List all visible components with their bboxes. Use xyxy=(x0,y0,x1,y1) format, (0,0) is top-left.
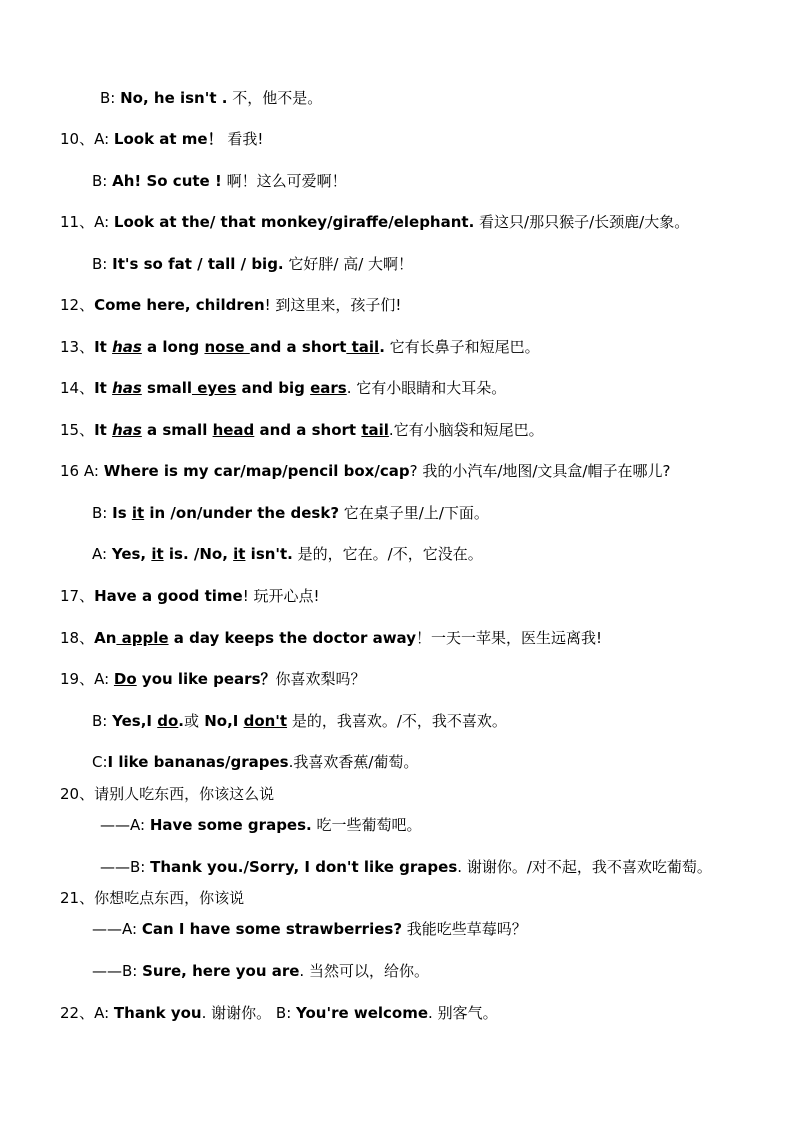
text-segment: Look at the/ that monkey/giraffe/elephant. xyxy=(113,213,475,231)
text-segment: do xyxy=(157,712,179,730)
text-segment: you like pears？ xyxy=(136,670,276,688)
text-segment: it xyxy=(233,545,246,563)
text-line xyxy=(60,129,263,149)
text-segment: tail xyxy=(346,338,380,356)
text-segment: 15、 xyxy=(60,421,95,439)
text-segment: Ah! So cute ! xyxy=(112,172,222,190)
text-segment: B: xyxy=(92,255,113,273)
text-segment: ——A: xyxy=(92,920,142,938)
text-segment: 我能吃些草莓吗？ xyxy=(402,920,527,938)
text-segment: B: xyxy=(92,504,113,522)
text-segment: small xyxy=(141,379,192,397)
text-segment: 11、A: xyxy=(60,213,114,231)
text-segment: . 它有小眼睛和大耳朵。 xyxy=(346,379,507,397)
text-segment: 它在桌子里/上/下面。 xyxy=(339,504,489,522)
text-line xyxy=(60,295,401,315)
text-segment: don't xyxy=(243,712,288,730)
text-segment: ears xyxy=(310,379,347,397)
text-segment: and big xyxy=(236,379,311,397)
text-segment: 或 xyxy=(183,712,199,730)
text-segment: head xyxy=(212,421,255,439)
text-line xyxy=(60,420,544,440)
text-segment: 12、 xyxy=(60,296,95,314)
text-segment: . xyxy=(178,712,184,730)
text-segment: It xyxy=(94,338,113,356)
text-segment: 啊！这么可爱啊！ xyxy=(221,172,347,190)
text-segment: 17、 xyxy=(60,587,95,605)
text-line xyxy=(60,888,244,908)
text-segment: C: xyxy=(92,753,108,771)
text-line xyxy=(92,752,418,772)
text-segment: Thank you./Sorry, I don't like grapes xyxy=(150,858,458,876)
text-segment: ——B: xyxy=(100,858,151,876)
text-segment: Yes,I xyxy=(112,712,158,730)
text-segment: 18、 xyxy=(60,629,95,647)
text-segment: You're welcome xyxy=(296,1004,429,1022)
text-segment: isn't. xyxy=(245,545,293,563)
text-line xyxy=(60,628,602,648)
text-line xyxy=(60,461,670,481)
text-segment: Where is my car/map/pencil box/cap xyxy=(103,462,410,480)
text-segment: in /on/under the desk? xyxy=(144,504,340,522)
text-segment: ——A: xyxy=(100,816,150,834)
text-segment: 看这只/那只猴子/长颈鹿/大象。 xyxy=(474,213,690,231)
text-segment: It xyxy=(94,421,113,439)
text-segment: is. /No, xyxy=(163,545,234,563)
text-line xyxy=(100,815,422,835)
text-segment: 不，他不是。 xyxy=(227,89,323,107)
text-segment: . 当然可以，给你。 xyxy=(299,962,429,980)
text-segment: a small xyxy=(141,421,213,439)
text-segment: 13、 xyxy=(60,338,95,356)
text-segment: ! 到这里来，孩子们! xyxy=(264,296,402,314)
text-segment: Yes, xyxy=(111,545,152,563)
text-segment: 14、 xyxy=(60,379,95,397)
text-segment: 20、请别人吃东西，你该这么说 xyxy=(60,785,275,803)
text-segment: Do xyxy=(113,670,137,688)
text-segment: tail xyxy=(361,421,389,439)
text-segment: I like bananas/grapes xyxy=(107,753,289,771)
text-segment: 看我! xyxy=(222,130,264,148)
text-segment: .它有小脑袋和短尾巴。 xyxy=(388,421,544,439)
text-segment: A: xyxy=(92,545,112,563)
text-line xyxy=(60,586,320,606)
text-segment: Come here, children xyxy=(94,296,265,314)
text-segment: . 别客气。 xyxy=(428,1004,498,1022)
text-segment: eyes xyxy=(192,379,237,397)
text-line xyxy=(92,254,413,274)
text-segment: 22、A: xyxy=(60,1004,114,1022)
text-segment: ! 玩开心点! xyxy=(242,587,320,605)
text-line xyxy=(92,919,527,939)
text-segment: No, he isn't . xyxy=(120,89,228,107)
text-segment: Can I have some strawberries? xyxy=(141,920,403,938)
text-segment: 你喜欢梨吗？ xyxy=(275,670,366,688)
text-segment: it xyxy=(131,504,145,522)
text-segment: 吃一些葡萄吧。 xyxy=(311,816,422,834)
text-segment: 10、A: xyxy=(60,130,114,148)
text-segment: .我喜欢香蕉/葡萄。 xyxy=(288,753,419,771)
text-segment: No,I xyxy=(198,712,244,730)
text-line xyxy=(60,1003,498,1023)
text-segment: Have some grapes. xyxy=(149,816,312,834)
text-line xyxy=(60,669,366,689)
text-segment: ！一天一苹果，医生远离我! xyxy=(416,629,603,647)
text-segment: B: xyxy=(100,89,121,107)
text-line xyxy=(60,378,506,398)
text-segment: 16 A: xyxy=(60,462,104,480)
text-segment: 它好胖/ 高/ 大啊！ xyxy=(283,255,414,273)
text-segment: it xyxy=(151,545,164,563)
text-segment: An xyxy=(94,629,117,647)
text-line xyxy=(92,544,483,564)
text-segment: and a short xyxy=(249,338,347,356)
text-line xyxy=(92,171,347,191)
text-segment: a day keeps the doctor away xyxy=(168,629,416,647)
text-segment: It xyxy=(94,379,113,397)
text-line xyxy=(92,711,507,731)
text-segment: has xyxy=(112,421,142,439)
text-segment: It's so fat / tall / big. xyxy=(112,255,284,273)
text-segment: a long xyxy=(141,338,205,356)
text-segment: . xyxy=(379,338,385,356)
text-segment: Have a good time xyxy=(94,587,243,605)
text-segment: has xyxy=(112,379,142,397)
text-segment: 是的，它在。/不，它没在。 xyxy=(292,545,483,563)
text-segment: 19、A: xyxy=(60,670,114,688)
text-segment: Thank you xyxy=(113,1004,202,1022)
text-line xyxy=(92,961,429,981)
text-segment: Sure, here you are xyxy=(142,962,300,980)
text-segment: nose xyxy=(204,338,250,356)
text-line xyxy=(60,784,274,804)
text-segment: Is xyxy=(112,504,132,522)
text-line xyxy=(92,503,489,523)
text-segment: apple xyxy=(116,629,169,647)
text-line xyxy=(100,88,322,108)
text-segment: ? 我的小汽车/地图/文具盒/帽子在哪儿? xyxy=(409,462,671,480)
text-line xyxy=(100,857,712,877)
text-line xyxy=(60,337,540,357)
text-segment: 它有长鼻子和短尾巴。 xyxy=(384,338,540,356)
text-segment: and a short xyxy=(254,421,362,439)
text-segment: has xyxy=(112,338,142,356)
text-segment: 21、你想吃点东西，你该说 xyxy=(60,889,245,907)
text-line xyxy=(60,212,689,232)
text-segment: ——B: xyxy=(92,962,143,980)
text-segment: . 谢谢你。 B: xyxy=(201,1004,297,1022)
text-segment: 是的，我喜欢。/不，我不喜欢。 xyxy=(287,712,507,730)
text-segment: Look at me！ xyxy=(113,130,223,148)
text-segment: . 谢谢你。/对不起，我不喜欢吃葡萄。 xyxy=(457,858,712,876)
text-segment: B: xyxy=(92,172,113,190)
text-segment: B: xyxy=(92,712,113,730)
